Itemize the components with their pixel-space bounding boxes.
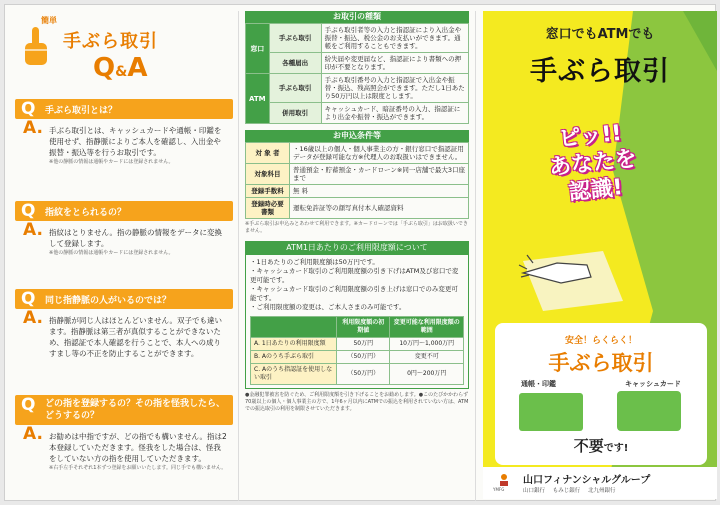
qa-subtitle-amp: & — [115, 64, 128, 80]
pointing-finger-icon — [21, 25, 51, 69]
type-name: 併用取引 — [269, 103, 321, 124]
table-row — [246, 24, 469, 53]
benefit-card — [495, 323, 707, 465]
catch-line: ピッ!! — [557, 120, 623, 153]
passbook-label: 通帳・印鑑 — [521, 380, 556, 388]
cover-tagline: 窓口でもATMでも — [545, 27, 655, 42]
cell: 変更不可 — [390, 351, 464, 364]
footer-logo — [483, 467, 717, 499]
header-cell — [251, 317, 337, 338]
answer-text: 指静脈が同じ人はほとんどいません。双子でも違います。指静脈は第三者が真似することができないため、指認証で本人確認を行うことで、本人への成りすまし等の不正を防止することができます。 — [49, 316, 222, 358]
header-cell: 変更可能な利用限度額の範囲 — [390, 317, 464, 338]
limit-line: ・1日あたりのご利用限度額は50万円です。 — [250, 258, 379, 266]
condition-label: 登録手数料 — [246, 185, 290, 198]
q-mark: Q — [21, 289, 36, 309]
answer-block — [15, 119, 233, 166]
fold-line — [475, 11, 476, 501]
conditions-title: お申込条件等 — [245, 130, 469, 142]
ymfg-logo-icon — [497, 473, 511, 487]
q-mark: Q — [21, 99, 36, 119]
transaction-types-table — [245, 23, 469, 124]
limit-table — [250, 316, 464, 385]
cell: 50万円 — [337, 338, 390, 351]
catch-line: あなたを — [547, 146, 639, 181]
qa-subtitle-a: A — [127, 53, 148, 83]
table-row — [251, 351, 464, 364]
cashcard-label: キャッシュカード — [625, 380, 681, 388]
table-row — [246, 164, 469, 185]
answer-block — [15, 425, 233, 472]
question-bar — [15, 289, 233, 309]
a-mark: A. — [23, 308, 43, 328]
question-text: どの指を登録するの？その指を怪我したら、どうするの？ — [45, 399, 226, 421]
answer-text: お勧めは中指ですが、どの指でも構いません。指は2本登録していただきます。怪我をした場合は、怪我をしていない方の指を使用していただきます。 — [49, 432, 227, 463]
atm-label: ATM — [246, 74, 270, 124]
window-label: 窓口 — [246, 24, 270, 74]
type-desc: 紛失届や変更届など、指認証により書類への押印が不要となります。 — [321, 53, 468, 74]
limit-line: ・ご利用限度額の変更は、ご本人さまのみ可能です。 — [250, 303, 406, 311]
answer-note: ※他の静脈の情報は通帳やカードには登録されません。 — [49, 250, 174, 256]
qa-item — [15, 99, 233, 166]
answer-block — [15, 221, 233, 257]
answer-text: 手ぶら取引とは、キャッシュカードや通帳・印鑑を使用せず、指静脈によりご本人を確認し、入出金や振替・振込等を行うお取引です。 — [49, 126, 222, 157]
limit-line: ・キャッシュカード取引のご利用限度額の引き下げはATM及び窓口で変更可能です。 — [250, 267, 459, 284]
table-header-row — [251, 317, 464, 338]
a-mark: A. — [23, 220, 43, 240]
fold-line — [238, 11, 239, 501]
question-text: 手ぶら取引とは？ — [45, 106, 118, 116]
answer-block — [15, 309, 233, 359]
row-label: B. Aのうち手ぶら取引 — [251, 351, 337, 364]
question-text: 同じ指静脈の人がいるのでは？ — [45, 296, 172, 306]
qa-panel — [15, 13, 233, 499]
a-mark: A. — [23, 424, 43, 444]
condition-value: ・16歳以上の個人・個人事業主の方・銀行窓口で指認証用データが登録可能な方※代理人のお取扱いはできません。 — [290, 143, 469, 164]
atm-limit-box — [245, 254, 469, 389]
question-bar — [15, 395, 233, 425]
transaction-types-title: お取引の種類 — [245, 11, 469, 23]
qa-header — [15, 13, 233, 83]
benefit-title: 手ぶら取引 — [548, 351, 654, 375]
table-row — [246, 143, 469, 164]
type-name: 手ぶら取引 — [269, 74, 321, 103]
qa-item — [15, 201, 233, 257]
q-mark: Q — [21, 201, 36, 221]
table-row — [251, 338, 464, 351]
q-mark: Q — [21, 395, 36, 415]
cashcard-icon — [617, 391, 681, 431]
footnote: ●金融犯罪被害を防ぐため、ご利用限度額を引き下げることをお勧めします。●このたびかかわらず70歳以上の個人・個人事業主の方で、1年6ヶ月以内にATMでの振込を利用されていない方は、ATMでの振込取引の利用を制限させていただきます。 — [245, 392, 469, 412]
type-name: 手ぶら取引 — [269, 24, 321, 53]
cover-title: 手ぶら取引 — [530, 56, 670, 87]
answer-note: ※他の静脈の情報は通帳やカードには登録されません。 — [49, 159, 174, 165]
conditions-note: ※手ぶら取引お申込みとあわせて利用できます。※カードローンでは「手ぶら取引」はお取扱いできません。 — [245, 221, 468, 234]
cell: （50万円） — [337, 351, 390, 364]
type-desc: キャッシュカード、暗証番号の入力、指認証により出金や振替・振込ができます。 — [321, 103, 468, 124]
cell: （50万円） — [337, 364, 390, 385]
type-name: 各種届出 — [269, 53, 321, 74]
safe-easy-label: 安全！らくらく！ — [564, 336, 637, 346]
easy-tag: 簡単 — [41, 16, 57, 25]
condition-value: 運転免許証等の顔写真付本人確認資料 — [290, 198, 469, 219]
limit-line: ・キャッシュカード取引のご利用限度額の引き上げは窓口でのみ変更可能です。 — [250, 285, 458, 302]
not-needed-word: 不要 — [573, 437, 604, 455]
catch-line: 認識! — [567, 175, 624, 206]
catch-copy — [509, 115, 677, 212]
table-row — [246, 198, 469, 219]
bank-names: 山口銀行 もみじ銀行 北九州銀行 — [523, 488, 616, 494]
not-needed-text — [495, 435, 707, 456]
qa-item — [15, 395, 233, 472]
condition-value: 普通預金・貯蓄預金・カードローン※同一店舗で最大3口座まで — [290, 164, 469, 185]
condition-label: 対 象 者 — [246, 143, 290, 164]
not-needed-suffix: です! — [603, 443, 629, 454]
qa-title: 手ぶら取引 — [63, 31, 158, 52]
ymfg-label: YMFG — [493, 487, 505, 492]
answer-note: ※右手左手それぞれ1本ずつ登録をお願いいたします。同じ手でも構いません。 — [49, 465, 227, 471]
question-text: 指紋をとられるの？ — [45, 208, 127, 218]
table-row — [246, 103, 469, 124]
atm-limit-title: ATM1日あたりのご利用限度額について — [245, 241, 469, 254]
question-bar — [15, 99, 233, 119]
qa-subtitle — [93, 53, 147, 83]
answer-text: 指紋はとりません。指の静脈の情報をデータに変換して登録します。 — [49, 228, 222, 248]
table-row — [246, 53, 469, 74]
cover-panel — [483, 11, 717, 499]
qa-subtitle-q: Q — [93, 53, 116, 83]
table-row — [246, 185, 469, 198]
passbook-icon — [519, 393, 583, 431]
type-desc: 手ぶら取引番号の入力と指認証で入出金や振替・振込、残高照会ができます。ただし1日あたり50万円以上は限度とします。 — [321, 74, 468, 103]
group-name: 山口フィナンシャルグループ — [523, 475, 651, 486]
hand-icon — [517, 247, 597, 297]
table-row — [246, 74, 469, 103]
header-cell: 利用限度額の初期値 — [337, 317, 390, 338]
row-label: C. Aのうち指認証を使用しない取引 — [251, 364, 337, 385]
type-desc: 手ぶら取引者等の入力と指認証により入出金や振替・振込、税公金のお支払いができます。通帳をご利用することもできます。 — [321, 24, 468, 53]
condition-value: 無 料 — [290, 185, 469, 198]
question-bar — [15, 201, 233, 221]
details-panel — [245, 11, 469, 499]
cell: 10万円～1,000万円 — [390, 338, 464, 351]
qa-item — [15, 289, 233, 359]
cell: 0円～200万円 — [390, 364, 464, 385]
condition-label: 対象科目 — [246, 164, 290, 185]
row-label: A. 1日あたりの利用限度額 — [251, 338, 337, 351]
condition-label: 登録時必要書類 — [246, 198, 290, 219]
brochure-sheet — [4, 4, 716, 501]
conditions-table — [245, 142, 469, 219]
table-row — [251, 364, 464, 385]
a-mark: A. — [23, 118, 43, 138]
